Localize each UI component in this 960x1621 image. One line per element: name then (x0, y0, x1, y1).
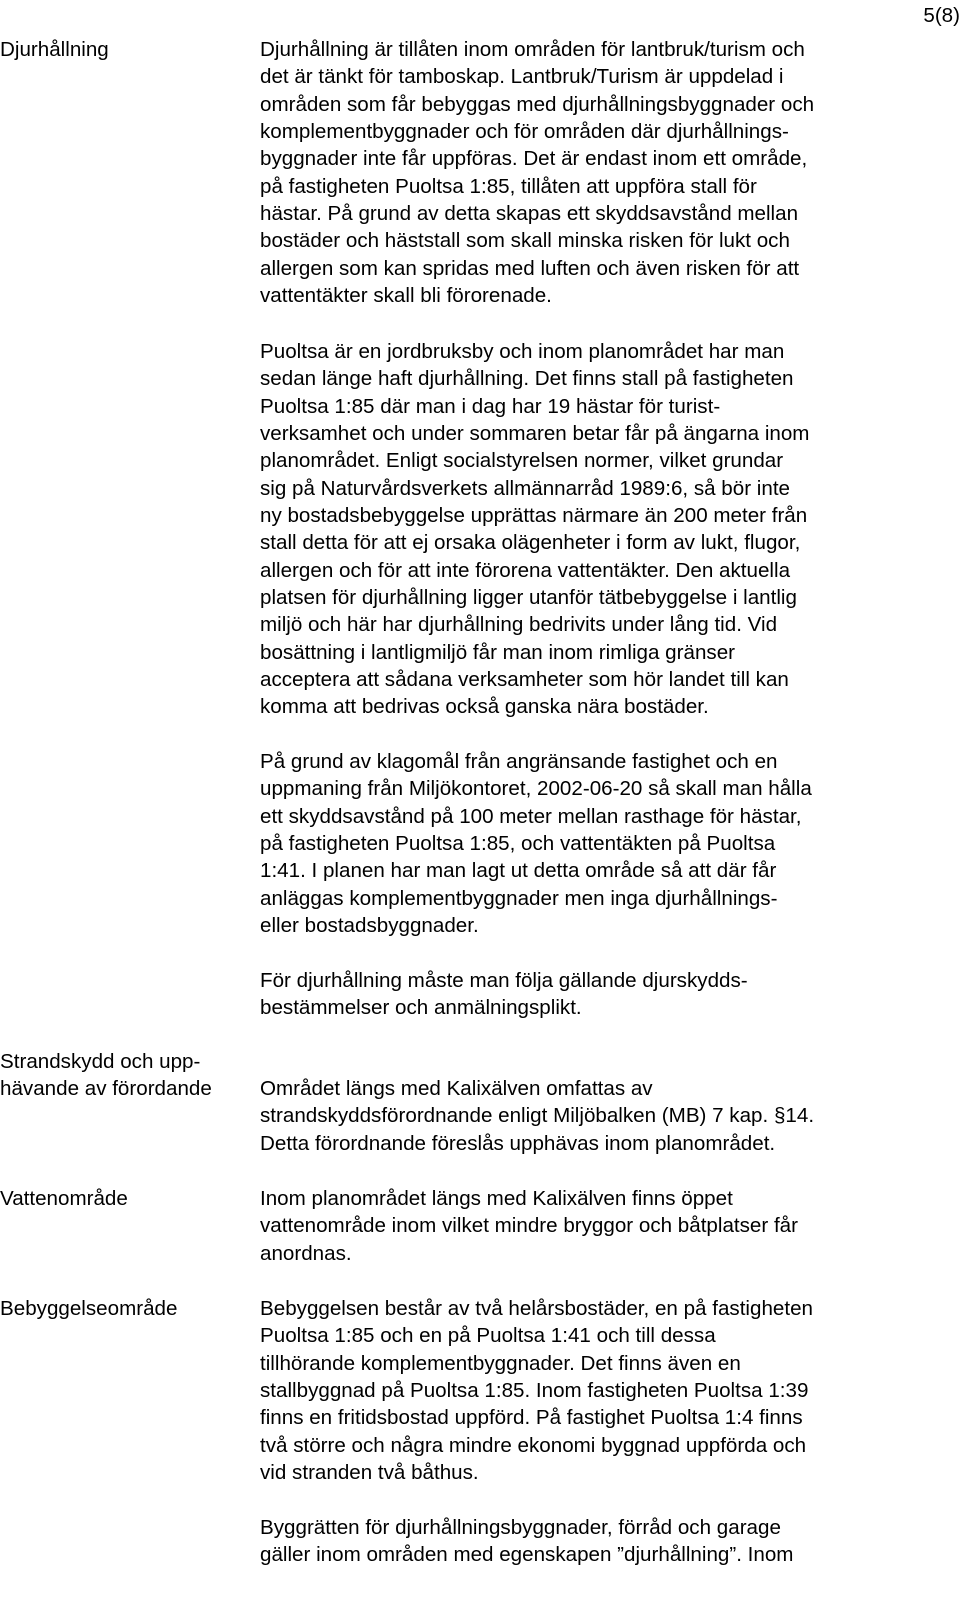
paragraph: För djurhållning måste man följa gällande djurskydds- bestämmelser och anmälningsplikt. (260, 969, 748, 1020)
section-heading: Vattenområde (0, 1187, 128, 1210)
section-heading: Djurhållning (0, 38, 109, 61)
section-heading: Strandskydd och upp- hävande av förordande (0, 1050, 212, 1101)
paragraph: Bebyggelsen består av två helårsbostäder, en på fastigheten Puoltsa 1:85 och en på Puoltsa 1:41 och till dessa tillhörande komplementbyggnader. Det finns även en stallbyggnad på Puoltsa 1:85. Inom fastigheten Puoltsa 1:39 finns en fritidsbostad uppförd. På fastighet Puoltsa 1:4 finns två större och några mindre ekonomi byggnad uppförda och vid stranden två båthus. (260, 1297, 813, 1485)
paragraph: Byggrätten för djurhållningsbyggnader, förråd och garage gäller inom områden med egenskapen ”djurhållning”. Inom (260, 1516, 794, 1567)
paragraph: Djurhållning är tillåten inom områden för lantbruk/turism och det är tänkt för tamboskap. Lantbruk/Turism är uppdelad i områden som får bebyggas med djurhållningsbyggnader och komplementbyggnader och för områden där djurhållnings- byggnader inte får uppföras. Det är endast inom ett område, på fastigheten Puoltsa 1:85, tillåten att uppföra stall för hästar. På grund av detta skapas ett skyddsavstånd mellan bostäder och häststall som skall minska risken för lukt och allergen som kan spridas med luften och även risken för att vattentäkter skall bli förorenade. (260, 38, 815, 308)
paragraph: Inom planområdet längs med Kalixälven finns öppet vattenområde inom vilket mindre bryggor och båtplatser får anordnas. (260, 1187, 798, 1265)
page-number: 5(8) (923, 4, 960, 27)
paragraph: Området längs med Kalixälven omfattas av strandskyddsförordnande enligt Miljöbalken (MB) 7 kap. §14. Detta förordnande föreslås upphävas inom planområdet. (260, 1077, 815, 1155)
paragraph: Puoltsa är en jordbruksby och inom planområdet har man sedan länge haft djurhållning. Det finns stall på fastigheten Puoltsa 1:85 där man i dag har 19 hästar för turist- verksamhet och under sommaren betar får på ängarna inom planområdet. Enligt socialstyrelsen normer, vilket grundar sig på Naturvårdsverkets allmännarråd 1989:6, så bör inte ny bostadsbebyggelse upprättas närmare än 200 meter från stall detta för att ej orsaka olägenheter i form av lukt, flugor, allergen och för att inte förorena vattentäkter. Den aktuella platsen för djurhållning ligger utanför tätbebyggelse i lantlig miljö och här har djurhållning bedrivits under lång tid. Vid bosättning i lantligmiljö får man inom rimliga gränser acceptera att sådana verksamheter som hör landet till kan komma att bedrivas också ganska nära bostäder. (260, 340, 810, 719)
section-body (260, 1185, 960, 1267)
paragraph: På grund av klagomål från angränsande fastighet och en uppmaning från Miljökontoret, 2002-06-20 så skall man hålla ett skyddsavstånd på 100 meter mellan rasthage för hästar, på fastigheten Puoltsa 1:85, och vattentäkten på Puoltsa 1:41. I planen har man lagt ut detta område så att där får anläggas komplementbyggnader men inga djurhållnings- eller bostadsbyggnader. (260, 750, 812, 938)
section-body (260, 1075, 960, 1157)
section-heading: Bebyggelseområde (0, 1297, 178, 1320)
